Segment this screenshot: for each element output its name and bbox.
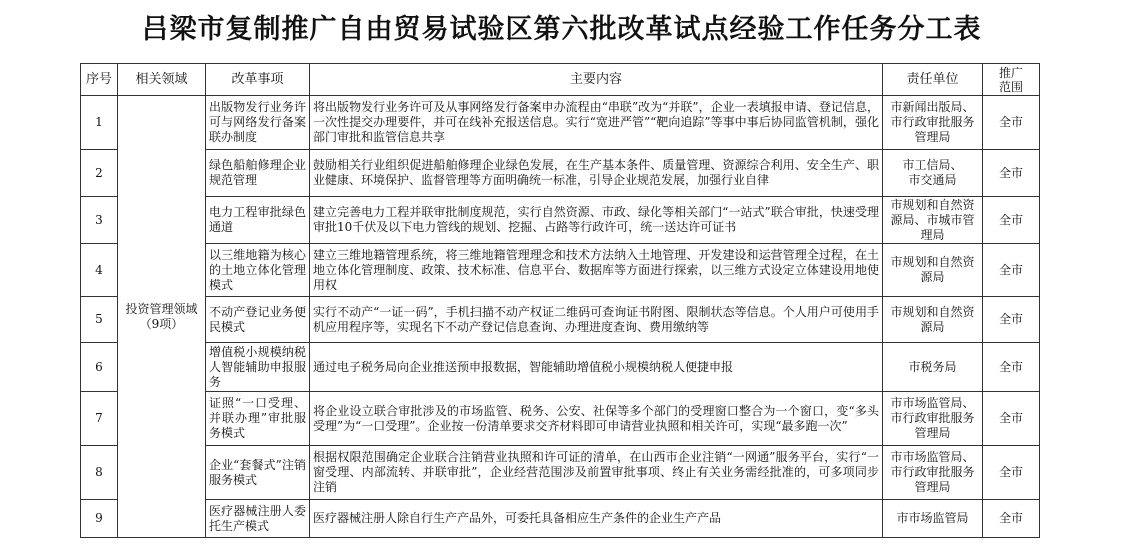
- table-row: [81, 297, 1040, 343]
- row-scope: 全市: [983, 197, 1040, 244]
- row-unit: 市规划和自然资源局: [883, 297, 983, 343]
- row-item: 增值税小规模纳税人智能辅助申报服务: [206, 343, 310, 392]
- row-item: 绿色船舶修理企业规范管理: [206, 150, 310, 197]
- row-item: 企业“套餐式”注销服务模式: [206, 446, 310, 500]
- header-scope: 推广 范围: [983, 64, 1040, 96]
- row-item: 证照“一口受理、并联办理”审批服务模式: [206, 392, 310, 446]
- row-scope: 全市: [983, 244, 1040, 297]
- row-item: 以三维地籍为核心的土地立体化管理模式: [206, 244, 310, 297]
- row-content: 根据权限范围确定企业联合注销营业执照和许可证的清单，在山西市企业注销“一网通”服务平台，实行“一窗受理、内部流转、并联审批”，企业经营范围涉及前置审批事项、终止有关业务需经批准的，可多项同步注销: [310, 446, 883, 500]
- header-content: 主要内容: [310, 64, 883, 96]
- header-no: 序号: [81, 64, 118, 96]
- row-no: 3: [81, 197, 118, 244]
- row-unit: 市市场监管局、市行政审批服务管理局: [883, 392, 983, 446]
- row-no: 8: [81, 446, 118, 500]
- row-scope: 全市: [983, 446, 1040, 500]
- row-unit: 市市场监管局: [883, 500, 983, 538]
- row-no: 1: [81, 96, 118, 150]
- row-no: 6: [81, 343, 118, 392]
- row-unit: 市规划和自然资源局: [883, 244, 983, 297]
- row-unit: 市市场监管局、市行政审批服务管理局: [883, 446, 983, 500]
- row-unit: 市工信局、 市交通局: [883, 150, 983, 197]
- row-no: 4: [81, 244, 118, 297]
- row-scope: 全市: [983, 150, 1040, 197]
- field-cell: 投资管理领域 （9项）: [118, 96, 206, 538]
- row-content: 建立完善电力工程并联审批制度规范，实行自然资源、市政、绿化等相关部门“一站式”联合审批，快速受理审批10千伏及以下电力管线的规划、挖掘、占路等行政许可，统一送达许可证书: [310, 197, 883, 244]
- table-row: [81, 500, 1040, 538]
- row-unit: 市规划和自然资源局、市城市管理局: [883, 197, 983, 244]
- row-content: 医疗器械注册人除自行生产产品外，可委托具备相应生产条件的企业生产产品: [310, 500, 883, 538]
- row-item: 医疗器械注册人委托生产模式: [206, 500, 310, 538]
- row-scope: 全市: [983, 343, 1040, 392]
- table-row: [81, 343, 1040, 392]
- row-no: 5: [81, 297, 118, 343]
- header-field: 相关领域: [118, 64, 206, 96]
- row-content: 通过电子税务局向企业推送预申报数据，智能辅助增值税小规模纳税人便捷申报: [310, 343, 883, 392]
- table-row: [81, 446, 1040, 500]
- header-unit: 责任单位: [883, 64, 983, 96]
- row-content: 鼓励相关行业组织促进船舶修理企业绿色发展，在生产基本条件、质量管理、资源综合利用、安全生产、职业健康、环境保护、监督管理等方面明确统一标准，引导企业规范发展，加强行业自律: [310, 150, 883, 197]
- task-table: [80, 63, 1040, 538]
- row-content: 建立三维地籍管理系统，将三维地籍管理理念和技术方法纳入土地管理、开发建设和运营管理全过程，在土地立体化管理制度、政策、技术标准、信息平台、数据库等方面进行探索，以三维方式设定立体建设用地使用权: [310, 244, 883, 297]
- table-row: [81, 392, 1040, 446]
- row-unit: 市税务局: [883, 343, 983, 392]
- header-item: 改革事项: [206, 64, 310, 96]
- row-scope: 全市: [983, 297, 1040, 343]
- table-row: [81, 197, 1040, 244]
- table-row: [81, 150, 1040, 197]
- row-item: 电力工程审批绿色通道: [206, 197, 310, 244]
- row-no: 7: [81, 392, 118, 446]
- row-no: 9: [81, 500, 118, 538]
- row-content: 将出版物发行业务许可及从事网络发行备案申办流程由“串联”改为“并联”，企业一表填报申请、登记信息，一次性提交办理要件，并可在线补充报送信息。实行“宽进严管”“靶向追踪”等事中事后协同监管机制，强化部门审批和监管信息共享: [310, 96, 883, 150]
- row-item: 不动产登记业务便民模式: [206, 297, 310, 343]
- row-item: 出版物发行业务许可与网络发行备案联办制度: [206, 96, 310, 150]
- row-content: 将企业设立联合审批涉及的市场监管、税务、公安、社保等多个部门的受理窗口整合为一个窗口，变“多头受理”为“一口受理”。企业按一份清单要求交齐材料即可申请营业执照和相关许可，实现“最多跑一次”: [310, 392, 883, 446]
- table-header-row: [81, 64, 1040, 96]
- table-row: [81, 96, 1040, 150]
- table-row: [81, 244, 1040, 297]
- row-content: 实行不动产“一证一码”，手机扫描不动产权证二维码可查询证书附图、限制状态等信息。个人用户可使用手机应用程序等，实现名下不动产登记信息查询、办理进度查询、费用缴纳等: [310, 297, 883, 343]
- row-unit: 市新闻出版局、市行政审批服务管理局: [883, 96, 983, 150]
- page-title: 吕梁市复制推广自由贸易试验区第六批改革试点经验工作任务分工表: [141, 14, 982, 45]
- row-no: 2: [81, 150, 118, 197]
- row-scope: 全市: [983, 500, 1040, 538]
- row-scope: 全市: [983, 96, 1040, 150]
- row-scope: 全市: [983, 392, 1040, 446]
